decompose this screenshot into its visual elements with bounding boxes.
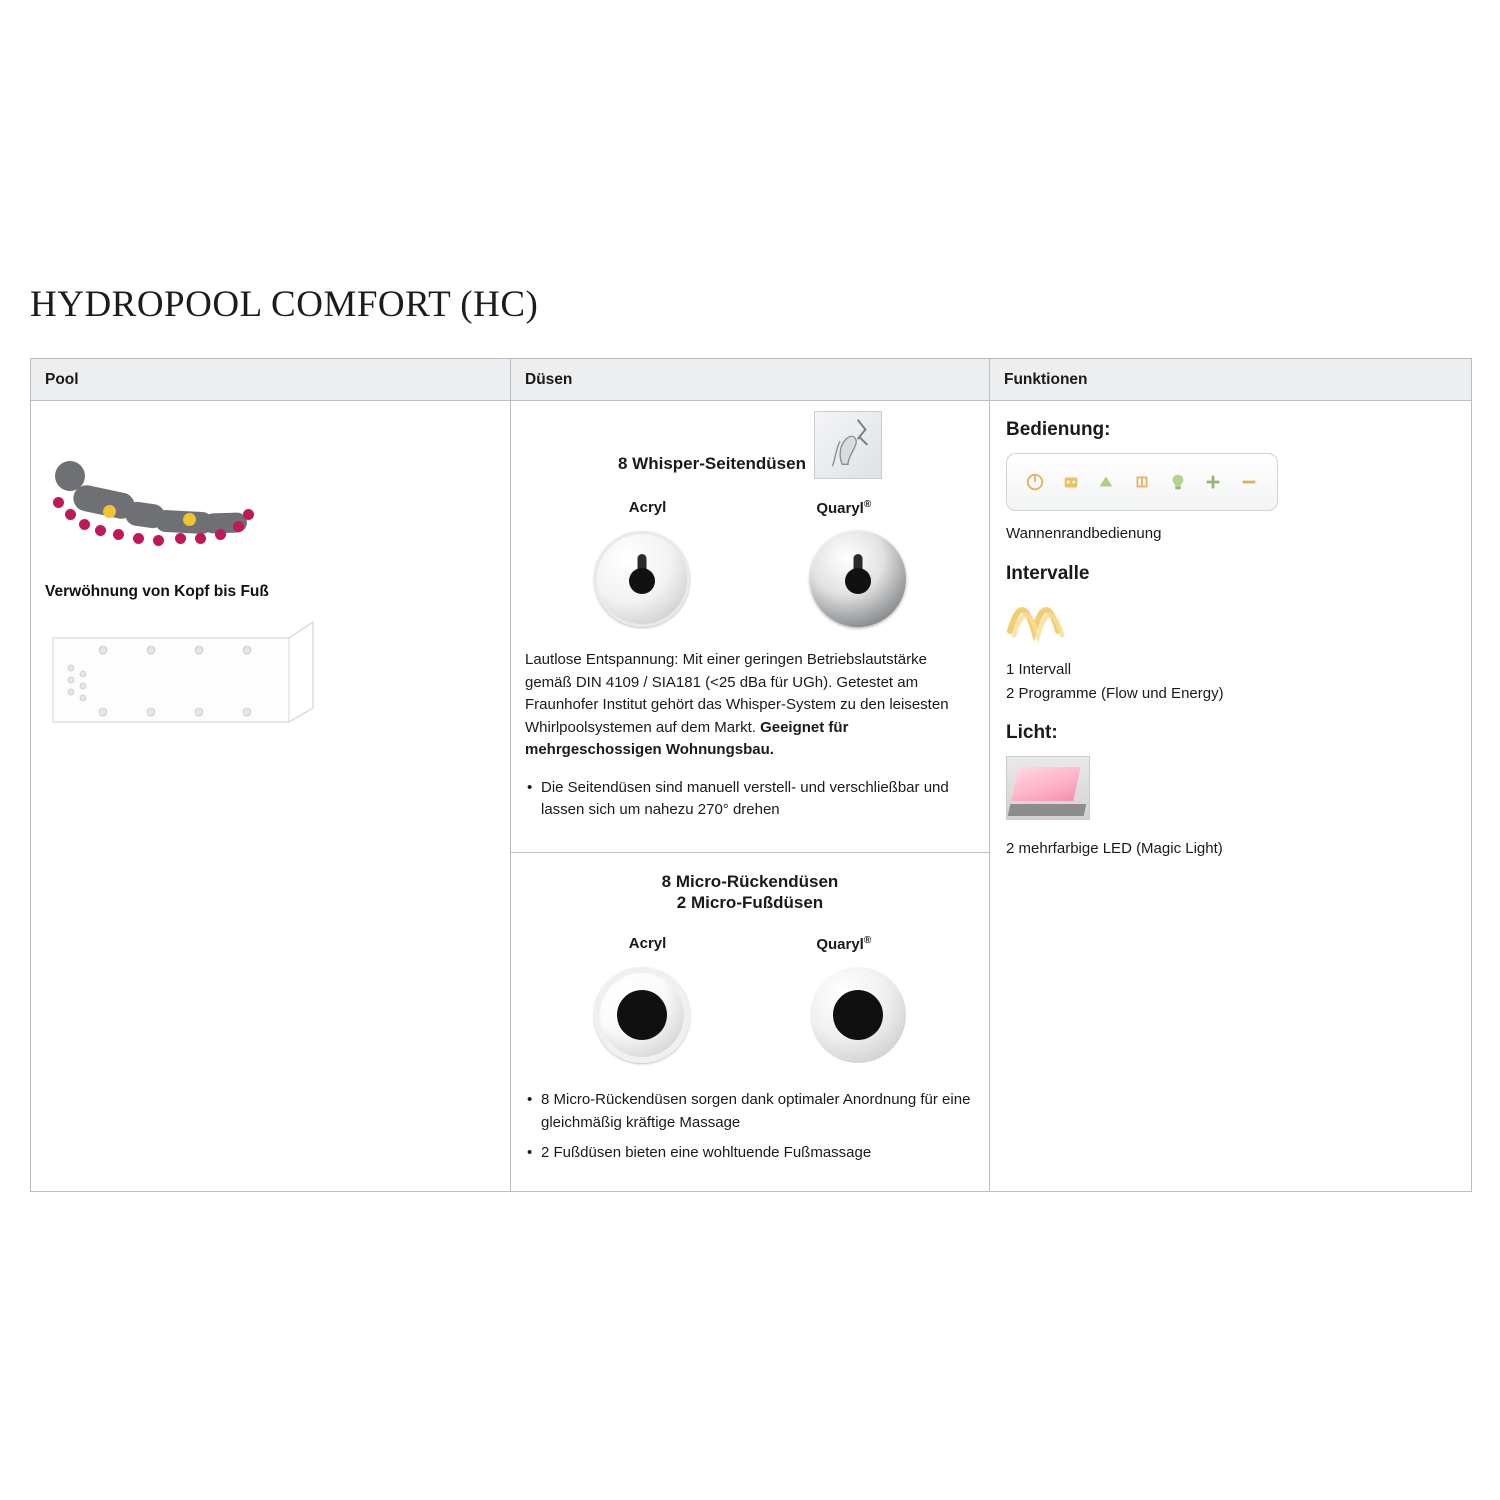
table-body-row: [31, 401, 1471, 1191]
light-icon[interactable]: [1168, 472, 1188, 492]
micro-heading-line1: 8 Micro-Rückendüsen: [661, 871, 839, 891]
reclining-body-massage-points-icon: [43, 453, 303, 563]
column-header-funktionen: Funktionen: [989, 359, 1471, 400]
whisper-paragraph: [511, 649, 989, 762]
whisper-side-jet-acryl-icon: [594, 531, 690, 627]
whirlpool-icon[interactable]: [1061, 472, 1081, 492]
interval-line-2: 2 Programme (Flow und Energy): [1006, 684, 1224, 702]
table-header-row: [31, 359, 1471, 401]
whisper-material-quaryl: Quaryl®: [816, 499, 872, 517]
column-header-duesen: Düsen: [510, 359, 989, 400]
whisper-hand-quiet-icon: [814, 411, 882, 479]
micro-section: [511, 852, 989, 1183]
list-item: • Die Seitendüsen sind manuell verstell- und verschließbar und lassen sich um nahezu 270° drehen: [525, 777, 975, 822]
massage-icon[interactable]: [1132, 472, 1152, 492]
cell-duesen: [510, 401, 989, 1191]
minus-icon[interactable]: [1239, 472, 1259, 492]
whisper-side-jet-quaryl-icon: [810, 531, 906, 627]
whisper-section: [511, 401, 989, 852]
micro-material-quaryl: Quaryl®: [816, 935, 872, 953]
list-item: • 8 Micro-Rückendüsen sorgen dank optimaler Anordnung für eine gleichmäßig kräftige Massage: [525, 1089, 975, 1134]
page-title: HYDROPOOL COMFORT (HC): [30, 284, 539, 325]
micro-heading-line2: 2 Micro-Fußdüsen: [676, 892, 824, 912]
bathtub-diagram-icon: [41, 616, 321, 736]
air-jet-icon[interactable]: [1096, 472, 1116, 492]
micro-back-jet-acryl-icon: [594, 967, 690, 1063]
pool-figure-caption: Verwöhnung von Kopf bis Fuß: [45, 583, 269, 600]
cell-pool: [31, 401, 510, 1191]
micro-bullet-list: [511, 1089, 989, 1165]
whisper-paragraph-text: Lautlose Entspannung: Mit einer geringen Betriebslautstärke gemäß DIN 4109 / SIA181 (<25 dBa für UGh). Getestet am Fraunhofer Institut gehört das Whisper-System zu den leisesten Whirlpoolsystemen auf dem Markt.: [525, 651, 949, 736]
whisper-heading-row: [511, 401, 989, 479]
bedienung-heading: Bedienung:: [1006, 419, 1111, 440]
plus-icon[interactable]: [1203, 472, 1223, 492]
control-panel-caption: Wannenrandbedienung: [1006, 525, 1162, 542]
column-header-pool: Pool: [45, 370, 79, 388]
micro-material-labels: [511, 935, 989, 953]
whisper-material-labels: [511, 499, 989, 517]
micro-back-jet-quaryl-icon: [810, 967, 906, 1063]
wannenrand-control-panel[interactable]: [1006, 453, 1278, 511]
whisper-bullet-list: [511, 777, 989, 822]
light-caption: 2 mehrfarbige LED (Magic Light): [1006, 840, 1223, 858]
micro-jet-images: [511, 967, 989, 1063]
micro-material-acryl: Acryl: [628, 935, 667, 952]
list-item: • 2 Fußdüsen bieten eine wohltuende Fußmassage: [525, 1142, 975, 1165]
intervalle-heading: Intervalle: [1006, 562, 1090, 584]
magic-light-led-photo: [1006, 756, 1090, 820]
licht-heading: Licht:: [1006, 722, 1058, 744]
spec-table: [30, 358, 1472, 1192]
cell-funktionen: [989, 401, 1471, 1191]
interval-wave-icon: [1006, 597, 1068, 645]
whisper-paragraph-bold: Geeignet für mehrgeschossigen Wohnungsbau.: [525, 718, 849, 758]
whisper-jet-images: [511, 531, 989, 627]
whisper-heading: 8 Whisper-Seitendüsen: [618, 454, 806, 473]
whisper-material-acryl: Acryl: [628, 499, 667, 516]
power-icon[interactable]: [1025, 472, 1045, 492]
interval-line-1: 1 Intervall: [1006, 660, 1072, 678]
